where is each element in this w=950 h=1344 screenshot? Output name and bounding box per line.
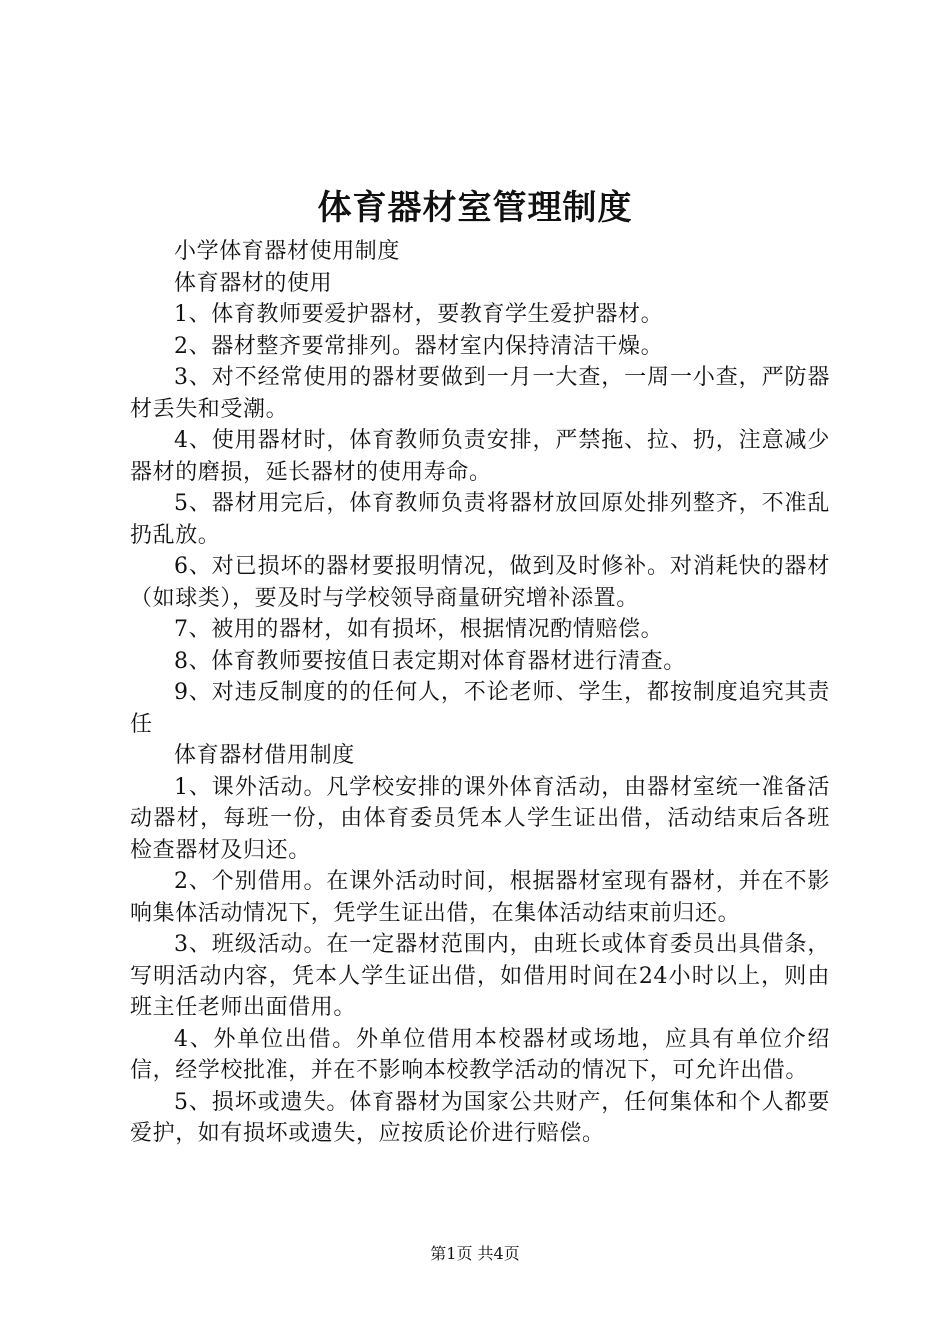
document-body: [130, 236, 830, 1150]
paragraph-rule-4: 4、使用器材时，体育教师负责安排，严禁拖、拉、扔，注意减少器材的磨损，延长器材的使用寿命。: [130, 428, 830, 485]
paragraph-rule-8: 8、体育教师要按值日表定期对体育器材进行清查。: [174, 648, 686, 674]
paragraph-section-heading: 体育器材的使用: [174, 270, 333, 296]
paragraph-section-heading-borrow: 体育器材借用制度: [174, 743, 355, 768]
page-number-footer: 第1页 共4页: [430, 1244, 520, 1263]
paragraph-rule-2: 2、器材整齐要常排列。器材室内保持清洁干燥。: [174, 333, 664, 359]
paragraph-borrow-2: 2、个别借用。在课外活动时间，根据器材室现有器材，并在不影响集体活动情况下，凭学生证出借，在集体活动结束前归还。: [130, 869, 830, 926]
paragraph-rule-3: 3、对不经常使用的器材要做到一月一大查，一周一小查，严防器材丢失和受潮。: [130, 365, 830, 422]
paragraph-rule-5: 5、器材用完后，体育教师负责将器材放回原处排列整齐，不准乱扔乱放。: [130, 491, 830, 548]
paragraph-rule-6: 6、对已损坏的器材要报明情况，做到及时修补。对消耗快的器材（如球类），要及时与学校领导商量研究增补添置。: [130, 554, 830, 611]
paragraph-rule-9: 9、对违反制度的的任何人，不论老师、学生，都按制度追究其责任: [130, 680, 830, 737]
paragraph-borrow-3: 3、班级活动。在一定器材范围内，由班长或体育委员出具借条，写明活动内容，凭本人学生证出借，如借用时间在24小时以上，则由班主任老师出面借用。: [130, 932, 830, 1020]
paragraph-borrow-4: 4、外单位出借。外单位借用本校器材或场地，应具有单位介绍信，经学校批准，并在不影响本校教学活动的情况下，可允许出借。: [130, 1026, 830, 1083]
paragraph-borrow-1: 1、课外活动。凡学校安排的课外体育活动，由器材室统一准备活动器材，每班一份，由体育委员凭本人学生证出借，活动结束后各班检查器材及归还。: [130, 774, 830, 863]
document-title: 体育器材室管理制度: [317, 188, 633, 228]
paragraph-borrow-5: 5、损坏或遗失。体育器材为国家公共财产，任何集体和个人都要爱护，如有损坏或遗失，应按质论价进行赔偿。: [130, 1089, 830, 1146]
paragraph-rule-1: 1、体育教师要爱护器材，要教育学生爱护器材。: [174, 302, 664, 327]
paragraph-subtitle: 小学体育器材使用制度: [174, 239, 401, 264]
paragraph-rule-7: 7、被用的器材，如有损坏，根据情况酌情赔偿。: [174, 617, 664, 642]
